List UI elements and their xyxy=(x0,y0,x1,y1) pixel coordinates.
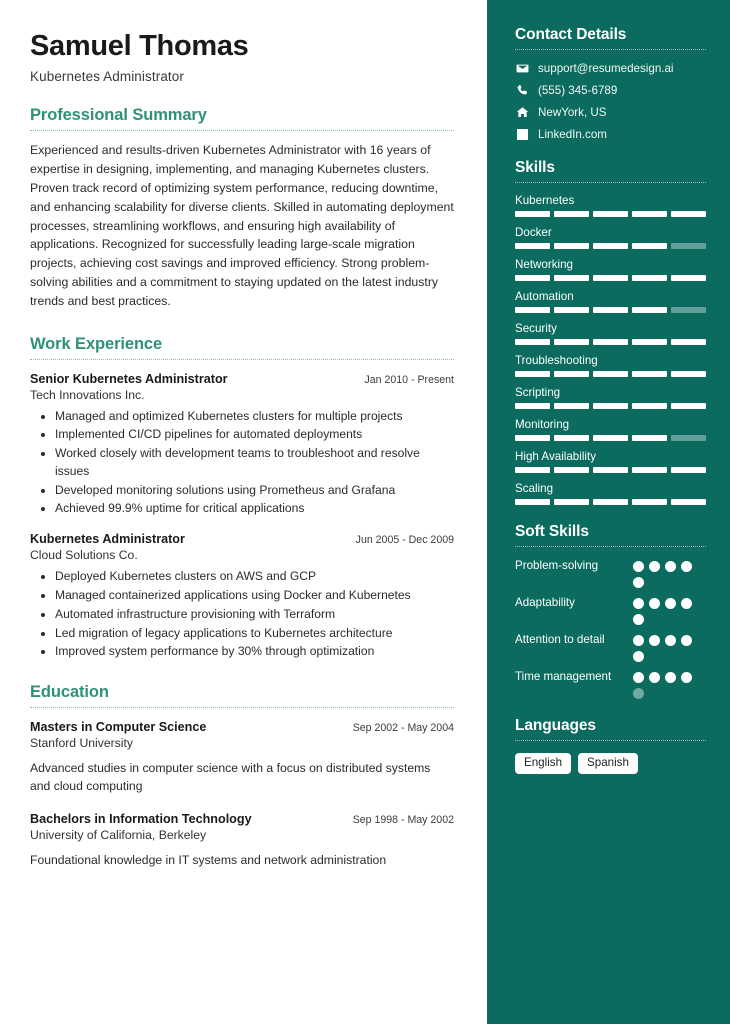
linkedin-icon xyxy=(515,128,529,141)
skill-bar-segment xyxy=(671,435,706,441)
soft-skill-rating xyxy=(633,632,706,662)
section-divider xyxy=(30,130,454,131)
work-experience-section xyxy=(30,335,454,661)
skill-list xyxy=(515,194,706,505)
contact-item[interactable] xyxy=(515,84,706,97)
skill-label: Docker xyxy=(515,226,552,239)
contact-item-value: LinkedIn.com xyxy=(538,128,607,141)
soft-skill-rating xyxy=(633,595,706,625)
rating-dot xyxy=(665,672,676,683)
education-entry-degree: Masters in Computer Science xyxy=(30,720,207,735)
skill-label: Scripting xyxy=(515,386,561,399)
section-title-contact: Contact Details xyxy=(515,26,627,43)
rating-dot xyxy=(633,598,644,609)
soft-skill-list xyxy=(515,558,706,699)
rating-dot xyxy=(665,561,676,572)
skill-bar-segment xyxy=(554,243,589,249)
skill-bar-segment xyxy=(554,339,589,345)
skill-bar-segment xyxy=(671,403,706,409)
education-entry-header xyxy=(30,720,454,734)
skill-bar-segment xyxy=(632,211,667,217)
soft-skill-item xyxy=(515,558,706,588)
soft-skills-section xyxy=(515,523,706,699)
skill-bar-segment xyxy=(515,435,550,441)
language-tag[interactable]: English xyxy=(515,753,571,774)
skill-bar-segment xyxy=(554,467,589,473)
work-bullet-item: • Improved system performance by 30% through optimization xyxy=(55,643,454,661)
contact-item-value: support@resumedesign.ai xyxy=(538,62,674,75)
skill-bar-segment xyxy=(632,499,667,505)
work-entry-date: Jan 2010 - Present xyxy=(364,373,454,386)
section-title-skills: Skills xyxy=(515,159,555,176)
languages-section xyxy=(515,717,706,774)
section-divider xyxy=(515,49,706,50)
skill-item xyxy=(515,226,706,249)
skill-bar-segment xyxy=(671,211,706,217)
skill-bar-segment xyxy=(554,307,589,313)
work-bullet-item: • Automated infrastructure provisioning with Terraform xyxy=(55,606,454,624)
section-title-soft-skills: Soft Skills xyxy=(515,523,589,540)
skill-bar-segment xyxy=(671,371,706,377)
skill-level-bar xyxy=(515,467,706,473)
skill-level-bar xyxy=(515,243,706,249)
rating-dot xyxy=(649,672,660,683)
skill-bar-segment xyxy=(515,403,550,409)
phone-icon xyxy=(515,84,529,97)
rating-dot xyxy=(633,672,644,683)
contact-details-section xyxy=(515,26,706,141)
work-bullet-item: • Achieved 99.9% uptime for critical applications xyxy=(55,500,454,518)
candidate-name: Samuel Thomas xyxy=(30,30,249,62)
rating-dot xyxy=(633,688,644,699)
education-entry-list xyxy=(30,720,454,869)
skill-bar-segment xyxy=(593,243,628,249)
work-bullet-item: • Developed monitoring solutions using Prometheus and Grafana xyxy=(55,482,454,500)
skill-bar-segment xyxy=(632,435,667,441)
skill-bar-segment xyxy=(671,499,706,505)
skill-bar-segment xyxy=(671,243,706,249)
envelope-icon xyxy=(515,62,529,75)
work-entry-header xyxy=(30,532,454,546)
candidate-job-title: Kubernetes Administrator xyxy=(30,69,184,85)
skill-bar-segment xyxy=(671,275,706,281)
soft-skill-label: Attention to detail xyxy=(515,633,605,646)
work-entry-role: Senior Kubernetes Administrator xyxy=(30,371,228,386)
work-entry xyxy=(30,372,454,519)
skill-bar-segment xyxy=(593,307,628,313)
rating-dot xyxy=(681,561,692,572)
soft-skill-label: Adaptability xyxy=(515,596,575,609)
skill-label: High Availability xyxy=(515,450,596,463)
section-divider xyxy=(515,740,706,741)
skill-bar-segment xyxy=(593,467,628,473)
skill-bar-segment xyxy=(554,499,589,505)
skill-bar-segment xyxy=(632,371,667,377)
skill-bar-segment xyxy=(593,211,628,217)
skill-bar-segment xyxy=(593,435,628,441)
skill-bar-segment xyxy=(554,211,589,217)
skill-bar-segment xyxy=(515,307,550,313)
skill-bar-segment xyxy=(554,275,589,281)
education-entry-degree: Bachelors in Information Technology xyxy=(30,811,252,826)
skill-label: Automation xyxy=(515,290,574,303)
work-entry xyxy=(30,532,454,661)
work-bullet-item: • Implemented CI/CD pipelines for automated deployments xyxy=(55,426,454,444)
education-entry-header xyxy=(30,812,454,826)
work-bullet-item: • Worked closely with development teams to troubleshoot and resolve issues xyxy=(55,445,454,481)
rating-dot xyxy=(649,561,660,572)
skill-bar-segment xyxy=(515,371,550,377)
section-title-summary: Professional Summary xyxy=(30,106,207,125)
section-divider xyxy=(30,359,454,360)
skill-bar-segment xyxy=(671,339,706,345)
contact-item[interactable] xyxy=(515,106,706,119)
skill-bar-segment xyxy=(632,467,667,473)
work-entry-list xyxy=(30,372,454,661)
skill-level-bar xyxy=(515,403,706,409)
skill-bar-segment xyxy=(554,403,589,409)
section-divider xyxy=(515,182,706,183)
soft-skill-item xyxy=(515,632,706,662)
skill-level-bar xyxy=(515,307,706,313)
skill-level-bar xyxy=(515,211,706,217)
skills-section xyxy=(515,159,706,505)
rating-dot xyxy=(633,635,644,646)
skill-bar-segment xyxy=(671,307,706,313)
contact-item[interactable] xyxy=(515,62,706,75)
rating-dot xyxy=(649,635,660,646)
skill-bar-segment xyxy=(632,403,667,409)
work-entry-bullets xyxy=(30,568,454,661)
skill-bar-segment xyxy=(515,467,550,473)
rating-dot xyxy=(681,598,692,609)
skill-level-bar xyxy=(515,435,706,441)
soft-skill-item xyxy=(515,669,706,699)
work-entry-header xyxy=(30,372,454,386)
skill-bar-segment xyxy=(632,339,667,345)
skill-bar-segment xyxy=(554,371,589,377)
skill-bar-segment xyxy=(593,403,628,409)
rating-dot xyxy=(665,598,676,609)
skill-level-bar xyxy=(515,275,706,281)
professional-summary-section xyxy=(30,106,454,310)
skill-level-bar xyxy=(515,339,706,345)
soft-skill-label: Problem-solving xyxy=(515,559,599,572)
skill-bar-segment xyxy=(593,275,628,281)
sidebar xyxy=(487,0,730,1024)
rating-dot xyxy=(665,635,676,646)
work-entry-date: Jun 2005 - Dec 2009 xyxy=(355,534,454,547)
education-entry xyxy=(30,812,454,869)
skill-item xyxy=(515,290,706,313)
skill-bar-segment xyxy=(515,339,550,345)
work-bullet-item: • Managed and optimized Kubernetes clusters for multiple projects xyxy=(55,408,454,426)
contact-item-value: NewYork, US xyxy=(538,106,607,119)
skill-bar-segment xyxy=(515,211,550,217)
skill-item xyxy=(515,418,706,441)
skill-bar-segment xyxy=(593,339,628,345)
work-bullet-item: • Deployed Kubernetes clusters on AWS and GCP xyxy=(55,568,454,586)
skill-bar-segment xyxy=(671,467,706,473)
work-bullet-item: • Led migration of legacy applications to Kubernetes architecture xyxy=(55,625,454,643)
rating-dot xyxy=(633,561,644,572)
skill-label: Security xyxy=(515,322,557,335)
rating-dot xyxy=(681,672,692,683)
home-icon xyxy=(515,106,529,119)
education-entry-school: Stanford University xyxy=(30,736,133,751)
education-entry-description: Foundational knowledge in IT systems and network administration xyxy=(30,852,387,867)
contact-item[interactable] xyxy=(515,128,706,141)
skill-item xyxy=(515,386,706,409)
skill-label: Kubernetes xyxy=(515,194,575,207)
skill-label: Monitoring xyxy=(515,418,570,431)
soft-skill-rating xyxy=(633,669,706,699)
summary-text: Experienced and results-driven Kubernetes Administrator with 16 years of expertise in designing, implementing, and managing Kubernetes clusters. Proven track record of optimizing system performance, reducing downtime, and enhancing scalability for diverse clients. Skilled in automating deployment processes, streamlining workflows, and ensuring high availability of applications. Recognized for successfully leading large-scale migration projects, achieving cost savings and improved efficiency. Strong problem-solving abilities and a commitment to staying updated on the latest industry trends and best practices. xyxy=(30,143,454,308)
rating-dot xyxy=(681,635,692,646)
rating-dot xyxy=(633,651,644,662)
education-entry xyxy=(30,720,454,796)
section-title-work: Work Experience xyxy=(30,334,163,353)
skill-label: Scaling xyxy=(515,482,554,495)
soft-skill-label: Time management xyxy=(515,670,612,683)
language-tag[interactable]: Spanish xyxy=(578,753,638,774)
skill-item xyxy=(515,194,706,217)
skill-level-bar xyxy=(515,499,706,505)
section-title-education: Education xyxy=(30,683,109,702)
section-divider xyxy=(515,546,706,547)
contact-list xyxy=(515,62,706,141)
skill-level-bar xyxy=(515,371,706,377)
skill-label: Troubleshooting xyxy=(515,354,598,367)
section-title-languages: Languages xyxy=(515,717,596,734)
language-list xyxy=(515,753,706,774)
header-block xyxy=(30,30,454,84)
skill-bar-segment xyxy=(632,307,667,313)
rating-dot xyxy=(633,577,644,588)
work-bullet-item: • Managed containerized applications using Docker and Kubernetes xyxy=(55,587,454,605)
skill-item xyxy=(515,322,706,345)
skill-label: Networking xyxy=(515,258,573,271)
rating-dot xyxy=(633,614,644,625)
education-entry-school: University of California, Berkeley xyxy=(30,827,207,842)
soft-skill-rating xyxy=(633,558,706,588)
skill-bar-segment xyxy=(515,243,550,249)
skill-bar-segment xyxy=(632,243,667,249)
skill-bar-segment xyxy=(593,371,628,377)
soft-skill-item xyxy=(515,595,706,625)
education-entry-date: Sep 2002 - May 2004 xyxy=(352,722,454,735)
rating-dot xyxy=(649,598,660,609)
work-entry-company: Cloud Solutions Co. xyxy=(30,548,138,563)
skill-bar-segment xyxy=(554,435,589,441)
skill-bar-segment xyxy=(632,275,667,281)
skill-item xyxy=(515,450,706,473)
work-entry-role: Kubernetes Administrator xyxy=(30,532,185,547)
skill-bar-segment xyxy=(515,499,550,505)
skill-item xyxy=(515,482,706,505)
contact-item-value: (555) 345-6789 xyxy=(538,84,618,97)
section-divider xyxy=(30,707,454,708)
work-entry-company: Tech Innovations Inc. xyxy=(30,387,145,402)
skill-item xyxy=(515,258,706,281)
skill-bar-segment xyxy=(593,499,628,505)
education-entry-description: Advanced studies in computer science with a focus on distributed systems and cloud computing xyxy=(30,761,431,794)
skill-item xyxy=(515,354,706,377)
education-section xyxy=(30,683,454,869)
skill-bar-segment xyxy=(515,275,550,281)
work-entry-bullets xyxy=(30,408,454,519)
education-entry-date: Sep 1998 - May 2002 xyxy=(352,813,454,826)
